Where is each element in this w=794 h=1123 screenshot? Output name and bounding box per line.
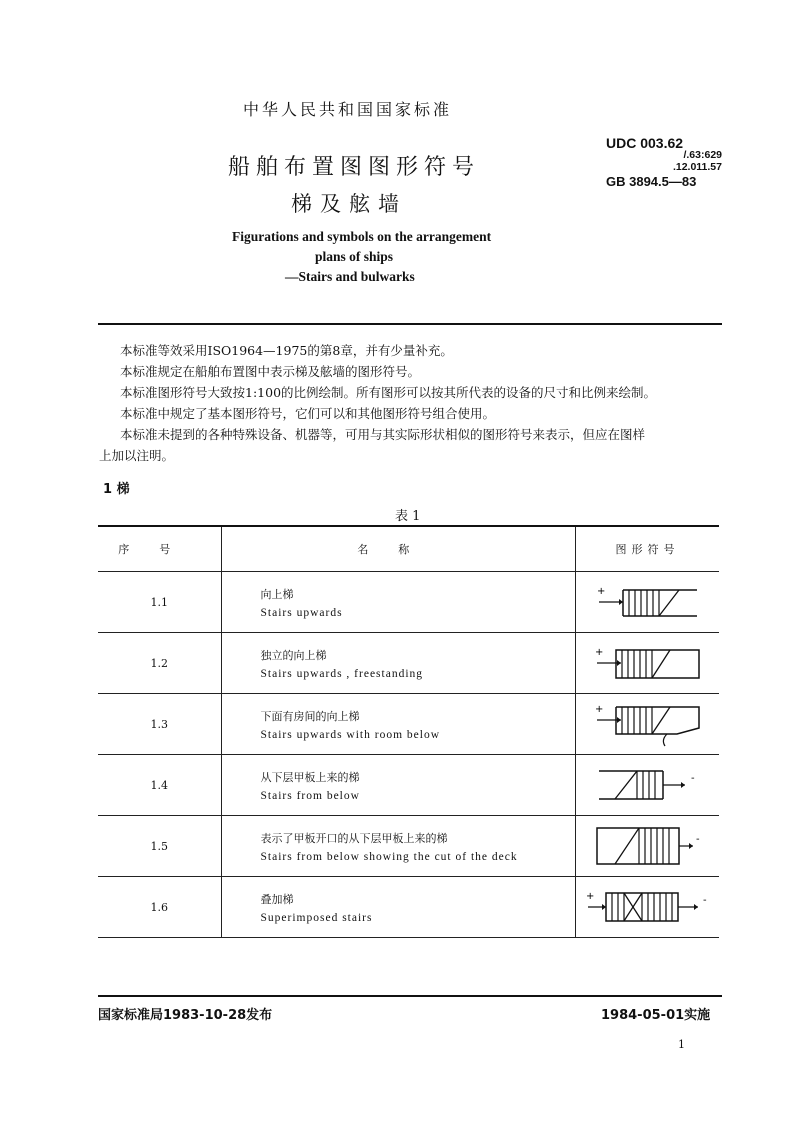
plus-sign: + [594,647,603,658]
row-name [221,694,576,755]
row-name [221,572,576,633]
header-symbol: 图形符号 [576,526,719,572]
intro-paragraph: 本标准图形符号大致按1:100的比例绘制。所有图形可以按其所代表的设备的尺寸和比例来绘制。 [120,385,657,400]
intro-text [99,340,723,466]
minus-sign: - [695,834,700,845]
plus-sign: + [594,704,603,715]
row-name-en: Stairs upwards [260,606,343,619]
udc-line: .12.011.57 [672,161,722,173]
stairs-from-below-icon [593,765,703,805]
table-row [98,755,719,816]
row-name-cn: 从下层甲板上来的梯 [260,770,360,784]
row-number: 1.2 [98,633,221,694]
row-number: 1.3 [98,694,221,755]
row-name-en: Stairs upwards , freestanding [260,667,424,680]
title-en-line: Figurations and symbols on the arrangement [232,229,492,244]
intro-paragraph: 本标准规定在船舶布置图中表示梯及舷墙的图形符号。 [120,364,421,379]
row-name [221,877,576,938]
row-name-en: Stairs from below showing the cut of the deck [260,850,518,863]
row-symbol [576,877,719,938]
standard-type-heading: 中华人民共和国国家标准 [243,100,453,119]
plus-sign: + [596,586,605,597]
row-name-cn: 独立的向上梯 [260,648,327,662]
minus-sign: - [702,895,707,906]
row-name-en: Stairs upwards with room below [260,728,440,741]
table-row [98,633,719,694]
row-symbol [576,816,719,877]
row-symbol [576,633,719,694]
row-name-en: Stairs from below [260,789,360,802]
title-cn-sub: 梯及舷墙 [291,192,407,216]
table-row [98,877,719,938]
row-number: 1.1 [98,572,221,633]
row-symbol [576,694,719,755]
row-symbol [576,755,719,816]
row-name [221,816,576,877]
intro-paragraph: 本标准等效采用ISO1964—1975的第8章，并有少量补充。 [120,343,453,358]
symbol-table [98,525,719,938]
plus-sign: + [585,891,594,902]
title-en-line: plans of ships [315,249,394,264]
row-name-cn: 向上梯 [260,587,294,601]
stairs-upwards-icon [593,582,703,622]
footer-rule [98,995,722,997]
table-header-row [98,526,719,572]
intro-paragraph-continued: 上加以注明。 [99,448,175,463]
header-rule [98,323,722,325]
stairs-upwards-freestanding-icon [593,643,703,683]
row-symbol [576,572,719,633]
udc-line: UDC 003.62 [606,135,684,151]
row-name-cn: 叠加梯 [260,892,294,906]
udc-line: /.63:629 [683,149,722,161]
effective-date: 1984-05-01实施 [601,1008,711,1023]
minus-sign: - [690,773,695,784]
table-row [98,694,719,755]
section-heading: 1 梯 [103,482,130,497]
row-name-en: Superimposed stairs [260,911,373,924]
intro-paragraph: 本标准未提到的各种特殊设备、机器等，可用与其实际形状相似的图形符号来表示，但应在图样 [120,427,646,442]
stairs-room-below-icon [593,700,703,748]
stairs-deck-cut-icon [593,824,703,868]
udc-block [606,137,724,188]
page-number: 1 [678,1038,685,1051]
row-name-cn: 表示了甲板开口的从下层甲板上来的梯 [260,831,448,845]
row-number: 1.5 [98,816,221,877]
row-number: 1.6 [98,877,221,938]
row-name-cn: 下面有房间的向上梯 [260,709,360,723]
table-caption: 表 1 [395,509,421,524]
intro-paragraph: 本标准中规定了基本图形符号，它们可以和其他图形符号组合使用。 [120,406,496,421]
title-cn-main: 船舶布置图图形符号 [228,155,481,180]
row-number: 1.4 [98,755,221,816]
table-row [98,572,719,633]
row-name [221,755,576,816]
row-name [221,633,576,694]
table-row [98,816,719,877]
title-en-line: —Stairs and bulwarks [285,269,415,284]
gb-code: GB 3894.5—83 [606,174,697,189]
issued-date: 国家标准局1983-10-28发布 [98,1008,273,1023]
header-name: 名称 [221,526,576,572]
superimposed-stairs-icon [586,887,710,927]
header-no: 序号 [98,526,221,572]
